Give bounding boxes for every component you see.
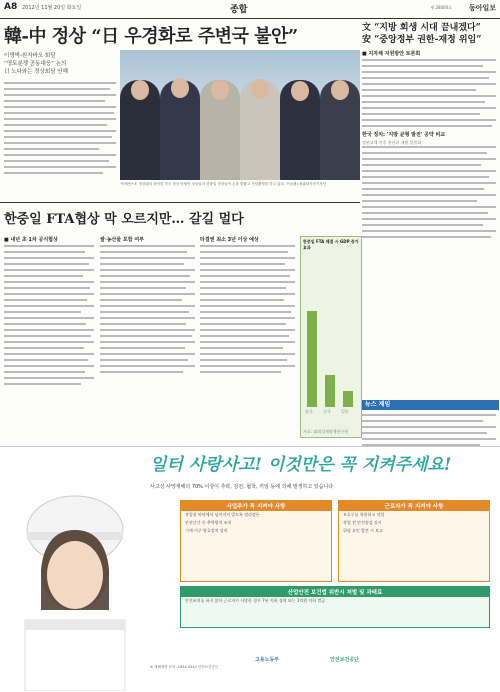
fta-column-1 bbox=[4, 232, 94, 389]
right-section-1: ■ 지자체 지원방안 토론회 bbox=[362, 51, 421, 57]
right-headline-2: 安 “중앙정부 권한-재정 위임” bbox=[362, 35, 482, 45]
worker-box bbox=[338, 500, 490, 582]
lead-body-lines bbox=[4, 82, 116, 174]
issue-number: 제 28000호 bbox=[430, 5, 452, 10]
fta-column-3 bbox=[200, 232, 295, 377]
worker-item-2: 작업 전 안전점검 실시 bbox=[343, 520, 382, 525]
chart-category-label: 중국 bbox=[323, 409, 331, 414]
penalty-box-title: 산업안전 보건법 위반시 처벌 및 과태료 bbox=[181, 587, 489, 597]
newspaper-brand: 동아일보 bbox=[468, 4, 496, 12]
ministry-logo: 고용노동부 bbox=[255, 657, 280, 663]
lead-left-column bbox=[4, 52, 116, 178]
worker-box-title: 근로자가 꼭 지켜야 사항 bbox=[339, 501, 489, 511]
right-body-text: 정권교체 이후 권한과 재원 일원화 bbox=[362, 140, 422, 145]
fta-section-b: 쌀·농산물 포함 여부 bbox=[100, 237, 145, 243]
lead-subhead-1: 이명박-원자바오 회담 bbox=[4, 53, 56, 59]
page-number: A8 bbox=[4, 2, 18, 12]
chart-title: 한중일 FTA 체결 시 GDP 증가 효과 bbox=[303, 239, 359, 250]
fta-section-a: ■ 내년 초 1차 공식협상 bbox=[4, 237, 58, 243]
chart-bar bbox=[325, 375, 335, 407]
ad-subtitle: 사고성 사망재해의 70% 이상이 추락, 감전, 협착, 끼임 등에 의해 발생하고 있습니다 bbox=[150, 484, 334, 490]
right-headline-1: 文 “지방 회생 시대 끝내겠다” bbox=[362, 23, 481, 33]
employer-box bbox=[180, 500, 332, 582]
employer-item-3: 기계·기구 방호장치 설치 bbox=[185, 528, 228, 533]
chart-bar bbox=[343, 391, 353, 407]
lead-headline: 韓-中 정상 “日 우경화로 주변국 불안” bbox=[4, 26, 298, 47]
employer-box-title: 사업주가 꼭 지켜야 사항 bbox=[181, 501, 331, 511]
right-body-lines-1 bbox=[362, 59, 496, 127]
ad-slogan: 일터 사랑사고! 이것만은 꼭 지켜주세요! bbox=[150, 455, 452, 475]
worker-item-3: 위험 요인 발견 시 보고 bbox=[343, 528, 383, 533]
fta-chart bbox=[300, 236, 362, 438]
fta-column-2 bbox=[100, 232, 195, 377]
penalty-box bbox=[180, 586, 490, 628]
employer-item-1: 작업장 바닥에서 넘어지지 않도록 정리정돈 bbox=[185, 512, 260, 517]
chart-category-label: 일본 bbox=[341, 409, 349, 414]
photo-caption: ‘아세안+3’ 정상회의 참석한 각국 정상 아세안 정상들과 한중일 정상들이 손을 맞잡고 기념촬영을 하고 있다. 프놈펜=청와대사진기자단 bbox=[120, 182, 327, 186]
lead-subhead-2: “영토분쟁 공동대응” 논의 bbox=[4, 61, 67, 67]
lead-subhead-3: 日 노다와는 정상회담 안해 bbox=[4, 69, 68, 75]
lead-photo bbox=[120, 50, 360, 180]
chart-bar bbox=[307, 311, 317, 407]
fta-headline: 한중일 FTA협상 막 오르지만… 갈길 멀다 bbox=[4, 212, 244, 227]
right-section-2: 한국 정치: '지방 균형 발전' 공약 비교 bbox=[362, 132, 446, 138]
masthead bbox=[0, 0, 500, 19]
employer-item-2: 안전난간 등 추락방지 조치 bbox=[185, 520, 232, 525]
chart-note: 자료: 대외경제정책연구원 bbox=[303, 429, 349, 434]
right-body-lines-2 bbox=[362, 146, 496, 238]
news-header: 뉴스 제임 bbox=[362, 400, 499, 410]
issue-date: 2012년 11월 20일 화요일 bbox=[22, 5, 82, 11]
right-top-story bbox=[362, 22, 496, 242]
chart-category-label: 한국 bbox=[305, 409, 313, 414]
ad-model-image bbox=[5, 470, 145, 691]
ad-footer: ※ 재해예방 문의: 1644-4544 안전보건공단 bbox=[150, 665, 219, 669]
section-title: 종합 bbox=[230, 5, 248, 15]
kosha-logo: 안전보건공단 bbox=[330, 657, 359, 663]
fta-section-c: 타결엔 최소 3년 이상 예상 bbox=[200, 237, 259, 243]
worker-item-1: 보호구를 착용하고 작업 bbox=[343, 512, 385, 517]
divider bbox=[0, 202, 360, 203]
penalty-text: 안전조치를 하지 않아 근로자가 사망한 경우 7년 이하 징역 또는 1억원 이하 벌금 bbox=[185, 598, 326, 603]
